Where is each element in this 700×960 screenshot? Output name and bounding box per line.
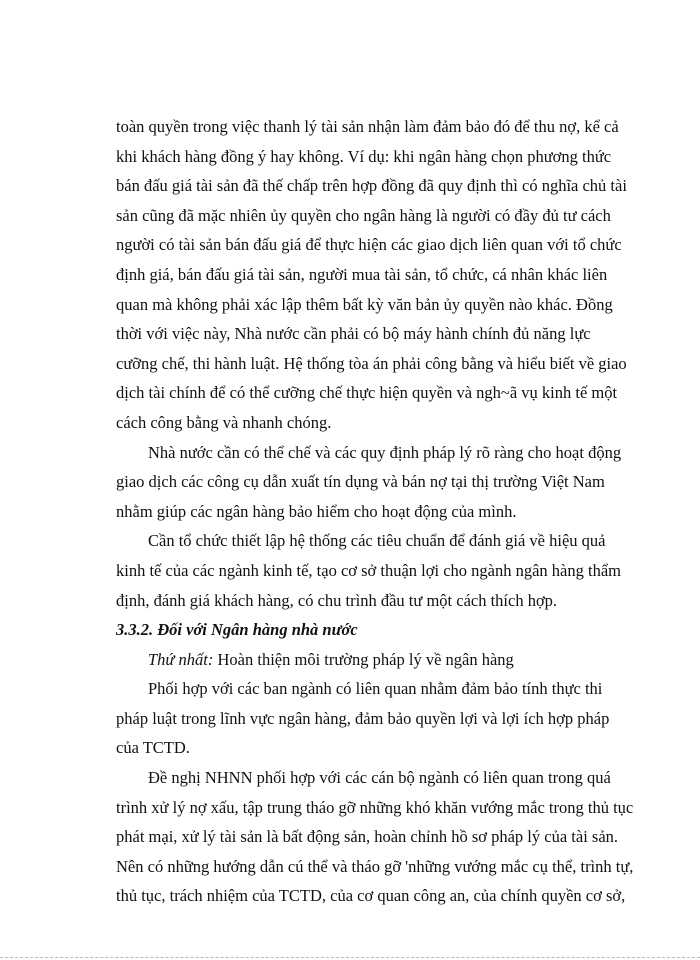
paragraph-line: giao dịch các công cụ dẫn xuất tín dụng và bán nợ tại thị trường Việt Nam (116, 472, 605, 492)
paragraph-line: định giá, bán đấu giá tài sản, người mua tài sản, tổ chức, cá nhân khác liên (116, 264, 608, 284)
paragraph-line: sản cũng đã mặc nhiên ủy quyền cho ngân hàng là người có đầy đủ tư cách (116, 205, 611, 225)
paragraph-line: trình xử lý nợ xấu, tập trung tháo gỡ những khó khăn vướng mắc trong thủ tục (116, 797, 634, 817)
paragraph-line: thủ tục, trách nhiệm của TCTD, của cơ quan công an, của chính quyền cơ sở, (116, 886, 626, 906)
paragraph-line: định, đánh giá khách hàng, có chu trình đầu tư một cách thích hợp. (116, 590, 558, 610)
paragraph-line: Đề nghị NHNN phối hợp với các cán bộ ngành có liên quan trong quá (148, 768, 611, 788)
paragraph-line: bán đấu giá tài sản đã thế chấp trên hợp đồng đã quy định thì có nghĩa chủ tài (116, 176, 627, 196)
paragraph-line: cách công bằng và nhanh chóng. (116, 412, 332, 432)
paragraph-line: Nhà nước cần có thể chế và các quy định pháp lý rõ ràng cho hoạt động (148, 442, 622, 462)
paragraph-line: pháp luật trong lĩnh vực ngân hàng, đảm bảo quyền lợi và lợi ích hợp pháp (116, 708, 610, 728)
paragraph-line: dịch tài chính để có thể cưỡng chế thực hiện quyền và ngh~ã vụ kinh tế một (116, 383, 618, 403)
paragraph-line: Nên có những hướng dẫn cú thể và tháo gỡ 'những vướng mắc cụ thể, trình tự, (116, 856, 634, 876)
paragraph-line: khi khách hàng đồng ý hay không. Ví dụ: khi ngân hàng chọn phương thức (116, 146, 612, 166)
document-body (116, 112, 634, 911)
section-heading: 3.3.2. Đối với Ngân hàng nhà nước (116, 620, 358, 640)
paragraph-line: Cần tổ chức thiết lập hệ thống các tiêu chuẩn để đánh giá về hiệu quả (148, 531, 606, 551)
paragraph-line: Phối hợp với các ban ngành có liên quan nhằm đảm bảo tính thực thi (148, 679, 603, 699)
paragraph-line: phát mại, xử lý tài sản là bất động sản, hoàn chỉnh hồ sơ pháp lý của tài sản. (116, 827, 619, 847)
paragraph-line: cưỡng chế, thi hành luật. Hệ thống tòa án phải công bằng và hiểu biết về giao (116, 353, 627, 373)
subheading (116, 645, 570, 675)
paragraph-line: toàn quyền trong việc thanh lý tài sản nhận làm đảm bảo đó để thu nợ, kể cả (116, 117, 619, 136)
paragraph-line: thời với việc này, Nhà nước cần phải có bộ máy hành chính đủ năng lực (116, 324, 591, 344)
paragraph-line: nhằm giúp các ngân hàng bảo hiểm cho hoạt động của mình. (116, 501, 517, 521)
page-bottom-border (0, 957, 700, 958)
paragraph-line: người có tài sản bán đấu giá để thực hiện các giao dịch liên quan với tổ chức (116, 235, 622, 255)
subheading-prefix: Thứ nhất: (148, 649, 214, 669)
subheading-text: Hoàn thiện môi trường pháp lý về ngân hàng (213, 649, 514, 669)
paragraph-line: kinh tế của các ngành kinh tế, tạo cơ sở thuận lợi cho ngành ngân hàng thẩm (116, 560, 621, 580)
paragraph-line: của TCTD. (116, 738, 190, 758)
paragraph-line: quan mà không phải xác lập thêm bất kỳ văn bản ủy quyền nào khác. Đồng (116, 294, 613, 314)
